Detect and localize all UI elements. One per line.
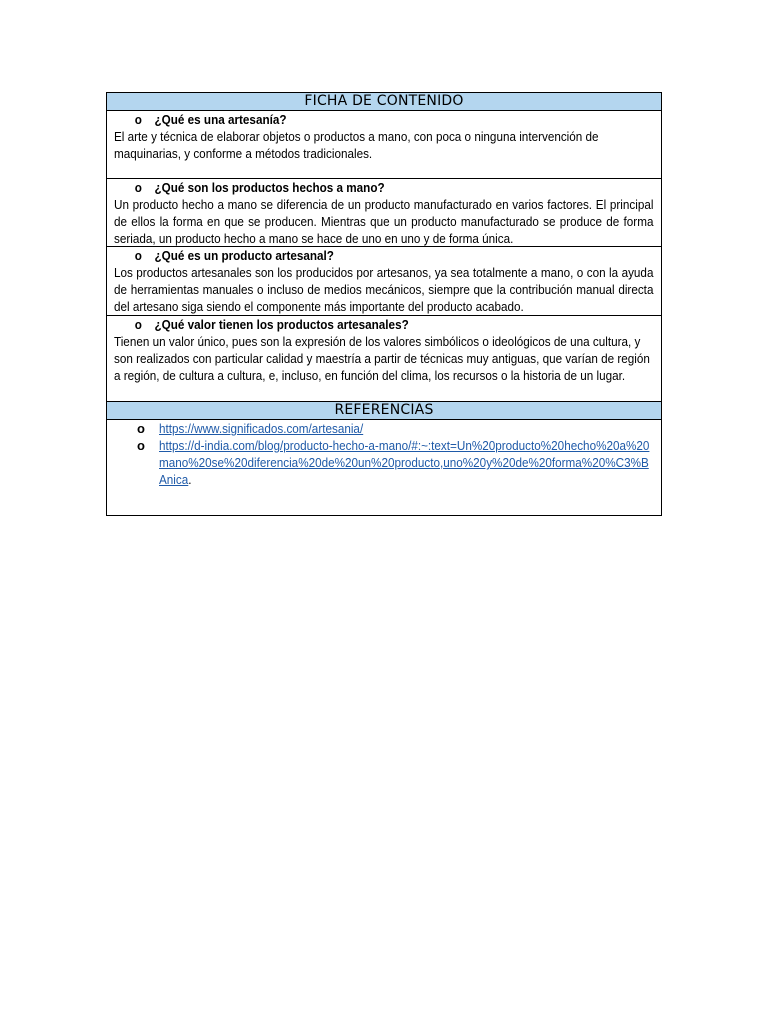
reference-item [114, 437, 654, 488]
section-hechos-a-mano [107, 179, 661, 247]
section-body: El arte y técnica de elaborar objetos o productos a mano, con poca o ninguna intervención de maquinarias, y conforme a métodos tradicionales. [114, 129, 599, 161]
references-title: REFERENCIAS [107, 401, 661, 420]
section-body: Un producto hecho a mano se diferencia de un producto manufacturado en varios factores. El principal de ellos la forma en que se producen. Mientras que un producto manufacturado se produce de forma seriada, un producto hecho a mano se hace de uno en uno y de forma única. [114, 197, 654, 246]
references-list [107, 420, 661, 515]
bullet-marker: o [134, 248, 142, 263]
reference-item [114, 420, 654, 437]
section-question [114, 316, 600, 333]
question-text: ¿Qué valor tienen los productos artesanales? [154, 317, 409, 332]
question-text: ¿Qué es un producto artesanal? [154, 248, 334, 263]
section-question [114, 247, 600, 264]
bullet-marker: o [134, 180, 142, 195]
question-text: ¿Qué es una artesanía? [154, 112, 287, 127]
section-artesania [107, 111, 661, 179]
section-question [114, 179, 600, 196]
sheet-title: FICHA DE CONTENIDO [107, 93, 661, 111]
question-text: ¿Qué son los productos hechos a mano? [154, 180, 385, 195]
section-question [114, 111, 600, 128]
bullet-marker: o [134, 112, 142, 127]
reference-link-wrap [159, 437, 653, 488]
section-body: Los productos artesanales son los producidos por artesanos, ya sea totalmente a mano, o con la ayuda de herramientas manuales o incluso de medios mecánicos, siempre que la contribución manual directa del artesano siga siendo el componente más importante del producto acabado. [114, 265, 654, 314]
bullet-marker: o [134, 317, 142, 332]
reference-link[interactable]: https://d-india.com/blog/producto-hecho-a-mano/#:~:text=Un%20producto%20hecho%20a%20mano%20se%20diferencia%20de%20un%20producto,uno%20y%20de%20forma%20%C3%BAnica [159, 438, 650, 487]
reference-suffix: . [188, 472, 192, 487]
section-valor [107, 316, 661, 401]
section-body: Tienen un valor único, pues son la expresión de los valores simbólicos o ideológicos de una cultura, y son realizados con particular calidad y maestría a partir de técnicas muy antiguas, que varían de región a región, de cultura a cultura, e, incluso, en función del clima, los recursos o la historia de un lugar. [114, 334, 650, 383]
section-producto-artesanal [107, 247, 661, 316]
content-sheet-table [106, 92, 662, 516]
bullet-marker: o [137, 438, 145, 453]
reference-link[interactable]: https://www.significados.com/artesania/ [159, 421, 364, 436]
bullet-marker: o [137, 421, 145, 436]
